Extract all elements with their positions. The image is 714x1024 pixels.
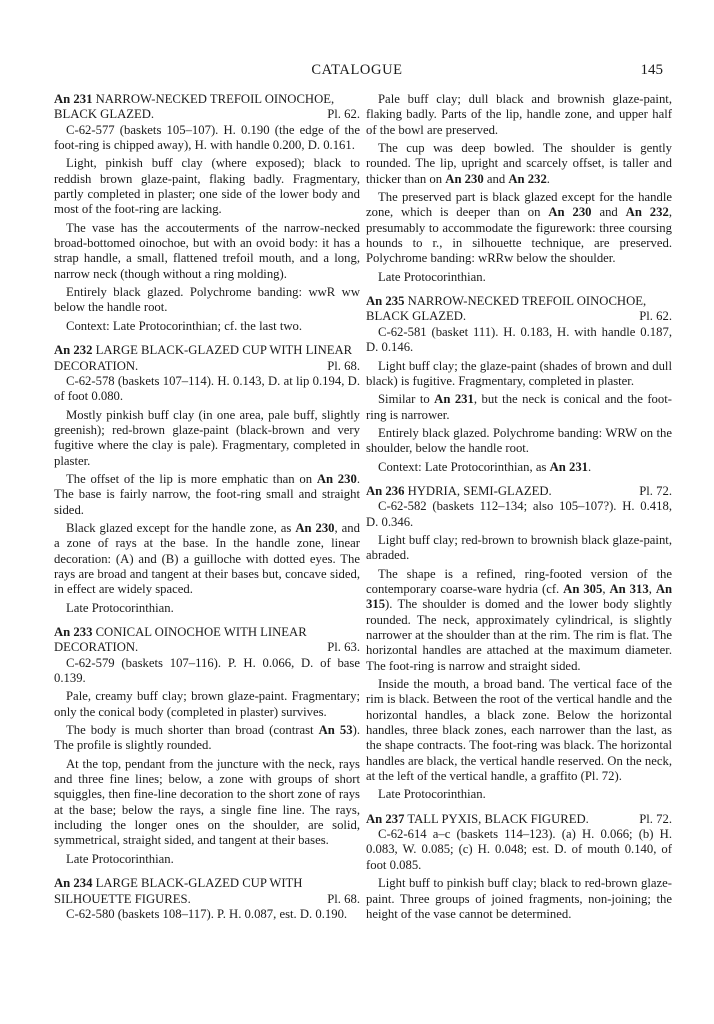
entry-title: NARROW-NECKED TREFOIL OINOCHOE, BLACK GLAZED.: [54, 92, 335, 122]
entry-paragraph: Pale, creamy buff clay; brown glaze-paint. Fragmentary; only the conical body (completed in plaster) survives.: [54, 689, 360, 719]
entry-paragraph: The offset of the lip is more emphatic than on An 230. The base is fairly narrow, the foot-ring small and straight sided.: [54, 471, 360, 517]
left-column: [54, 92, 360, 931]
plate-reference: Pl. 72.: [639, 483, 672, 498]
catalogue-entry: [366, 484, 672, 803]
plate-reference: Pl. 63.: [327, 640, 360, 655]
plate-reference: Pl. 68.: [327, 358, 360, 373]
entry-id: An 233: [54, 625, 93, 639]
cross-reference: An 315: [366, 581, 673, 612]
entry-paragraph: Light, pinkish buff clay (where exposed); black to reddish brown glaze-paint, flaking badly. Fragmentary, partly completed in plaster; one side of the lower body and most of the foot-ring are lacking.: [54, 156, 360, 217]
entry-heading: [54, 92, 360, 123]
entry-title: LARGE BLACK-GLAZED CUP WITH LINEAR DECORATION.: [54, 343, 353, 373]
entry-paragraph: The vase has the accouterments of the narrow-necked broad-bottomed oinochoe, but with an ovoid body: it has a strap handle, a small, flattened trefoil mouth, and a long, narrow neck (though without a ring molding).: [54, 220, 360, 281]
cross-reference: An 232: [508, 171, 547, 186]
entry-paragraph: Light buff to pinkish buff clay; black to red-brown glaze-paint. Three groups of joined fragments, non-joining; the height of the vase cannot be determined.: [366, 876, 672, 921]
catalogue-entry: [54, 92, 360, 334]
entry-measurements: C-62-579 (baskets 107–116). P. H. 0.066, D. of base 0.139.: [54, 655, 360, 686]
entry-paragraph: Black glazed except for the handle zone, as An 230, and a zone of rays at the base. In the handle zone, linear decoration: (A) and (B) a guilloche with dotted eyes. The rays are broad and tangent at their bases but, concave sided, in effect are widely spaced.: [54, 520, 360, 597]
entry-paragraph: At the top, pendant from the juncture with the neck, rays and three fine lines; below, a zone with groups of short squiggles, then fine-line decoration to the short zone of rays at the base; below the rays, a single fine line. The rays, including the longer ones on the shoulder, are solid, symmetrical, straight sided, and tangent at their bases.: [54, 756, 360, 848]
entry-id: An 237: [366, 811, 405, 826]
entry-heading: [54, 343, 360, 374]
cross-reference: An 230: [445, 171, 484, 186]
cross-reference: An 231: [434, 392, 474, 407]
entry-paragraph: The cup was deep bowled. The shoulder is gently rounded. The lip, upright and scarcely offset, is taller and thicker than on An 230 and An 232.: [366, 141, 672, 186]
cross-reference: An 230: [295, 520, 335, 535]
entry-paragraph: Pale buff clay; dull black and brownish glaze-paint, flaking badly. Parts of the lip, handle zone, and upper half of the bowl are preserved.: [366, 92, 672, 137]
entry-id: An 234: [54, 876, 93, 891]
entry-heading: [54, 876, 360, 907]
plate-reference: Pl. 68.: [327, 891, 360, 906]
entry-heading: [366, 294, 672, 325]
cross-reference: An 230: [548, 205, 592, 220]
entry-measurements: C-62-582 (baskets 112–134; also 105–107?). H. 0.418, D. 0.346.: [366, 499, 672, 529]
right-column: [366, 92, 672, 931]
entry-paragraph: Late Protocorinthian.: [66, 600, 174, 615]
entry-paragraph: The preserved part is black glazed except for the handle zone, which is deeper than on An 230 and An 232, presumably to accommodate the figurework: three coursing hounds to r., in silhouette technique, are preserved. Polychrome banding: wRRw below the shoulder.: [366, 190, 672, 266]
entry-measurements: C-62-614 a–c (baskets 114–123). (a) H. 0.066; (b) H. 0.083, W. 0.085; (c) H. 0.048; est. D. of mouth 0.140, of foot 0.085.: [366, 827, 672, 872]
cross-reference: An 313: [609, 581, 649, 596]
entry-paragraph: Light buff clay; the glaze-paint (shades of brown and dull black) is fugitive. Fragmentary, completed in plaster.: [366, 358, 672, 388]
cross-reference: An 53: [318, 723, 353, 738]
catalogue-entry: [54, 876, 360, 922]
entry-continuation: [366, 92, 672, 285]
page-number: 145: [640, 62, 663, 78]
catalogue-entry: [54, 343, 360, 616]
entry-title: CONICAL OINOCHOE WITH LINEAR DECORATION.: [54, 625, 307, 655]
entry-paragraph: Light buff clay; red-brown to brownish black glaze-paint, abraded.: [366, 532, 672, 563]
entry-paragraph: Late Protocorinthian.: [378, 787, 486, 802]
entry-paragraph: Entirely black glazed. Polychrome banding: wwR ww below the handle root.: [54, 285, 360, 315]
entry-paragraph: Context: Late Protocorinthian, as An 231.: [378, 459, 592, 474]
entry-heading: [54, 625, 360, 656]
entry-id: An 232: [54, 343, 93, 358]
entry-paragraph: Entirely black glazed. Polychrome banding: WRW on the shoulder, below the handle root.: [366, 425, 672, 456]
entry-title: LARGE BLACK-GLAZED CUP WITH SILHOUETTE FIGURES.: [54, 876, 303, 906]
entry-paragraph: Late Protocorinthian.: [378, 269, 486, 284]
entry-measurements: C-62-578 (baskets 107–114). H. 0.143, D. at lip 0.194, D. of foot 0.080.: [54, 373, 360, 404]
entry-measurements: C-62-581 (basket 111). H. 0.183, H. with handle 0.187, D. 0.146.: [366, 324, 672, 355]
entry-paragraph: The body is much shorter than broad (contrast An 53). The profile is slightly rounded.: [54, 723, 361, 753]
entry-paragraph: Inside the mouth, a broad band. The vertical face of the rim is black. Between the root of the vertical handle and the horizontal handles, a black zone. Below the horizontal handles, three black zones, each narrower than the last, as the shape contracts. The foot-ring was black. The horizontal handles are black, the vertical handle reserved. On the neck, at the left of the vertical handle, a graffito (Pl. 72).: [366, 677, 672, 784]
cross-reference: An 305: [563, 581, 603, 596]
plate-reference: Pl. 62.: [639, 309, 672, 324]
catalogue-entry: [366, 294, 672, 475]
plate-reference: Pl. 72.: [639, 811, 672, 826]
catalogue-entry: [54, 625, 360, 867]
entry-paragraph: Context: Late Protocorinthian; cf. the last two.: [66, 318, 303, 333]
entry-id: An 231: [54, 92, 93, 106]
entry-measurements: C-62-580 (baskets 108–117). P. H. 0.087, est. D. 0.190.: [66, 906, 348, 921]
entry-heading: [366, 812, 672, 827]
plate-reference: Pl. 62.: [327, 107, 360, 122]
entry-paragraph: The shape is a refined, ring-footed version of the contemporary coarse-ware hydria (cf. An 305, An 313, An 315). The shoulder is domed and the lower body slightly rounded. The neck, approximately cylindrical, is slightly narrower at the shoulder than at the rim. The rim is flat. The horizontal handles are attached at the maximum diameter. The foot-ring is narrow and straight sided.: [366, 566, 673, 673]
entry-id: An 236: [366, 483, 405, 498]
cross-reference: An 231: [549, 459, 589, 474]
cross-reference: An 230: [316, 471, 357, 486]
cross-reference: An 232: [625, 205, 669, 220]
catalogue-entry: [366, 812, 672, 922]
entry-title: TALL PYXIS, BLACK FIGURED.: [407, 811, 589, 826]
entry-id: An 235: [366, 294, 405, 309]
entry-paragraph: Similar to An 231, but the neck is conical and the foot-ring is narrower.: [366, 392, 672, 422]
entry-paragraph: Mostly pinkish buff clay (in one area, pale buff, slightly greenish); red-brown glaze-paint (black-brown and very fugitive where the clay is pale). Fragmentary, completed in plaster.: [54, 407, 360, 468]
entry-title: HYDRIA, SEMI-GLAZED.: [407, 483, 552, 498]
running-title: CATALOGUE: [311, 62, 403, 78]
entry-paragraph: Late Protocorinthian.: [66, 851, 174, 866]
entry-heading: [366, 484, 672, 499]
entry-measurements: C-62-577 (baskets 105–107). H. 0.190 (the edge of the foot-ring is chipped away), H. with handle 0.200, D. 0.161.: [54, 122, 360, 153]
entry-title: NARROW-NECKED TREFOIL OINOCHOE, BLACK GLAZED.: [366, 294, 647, 324]
